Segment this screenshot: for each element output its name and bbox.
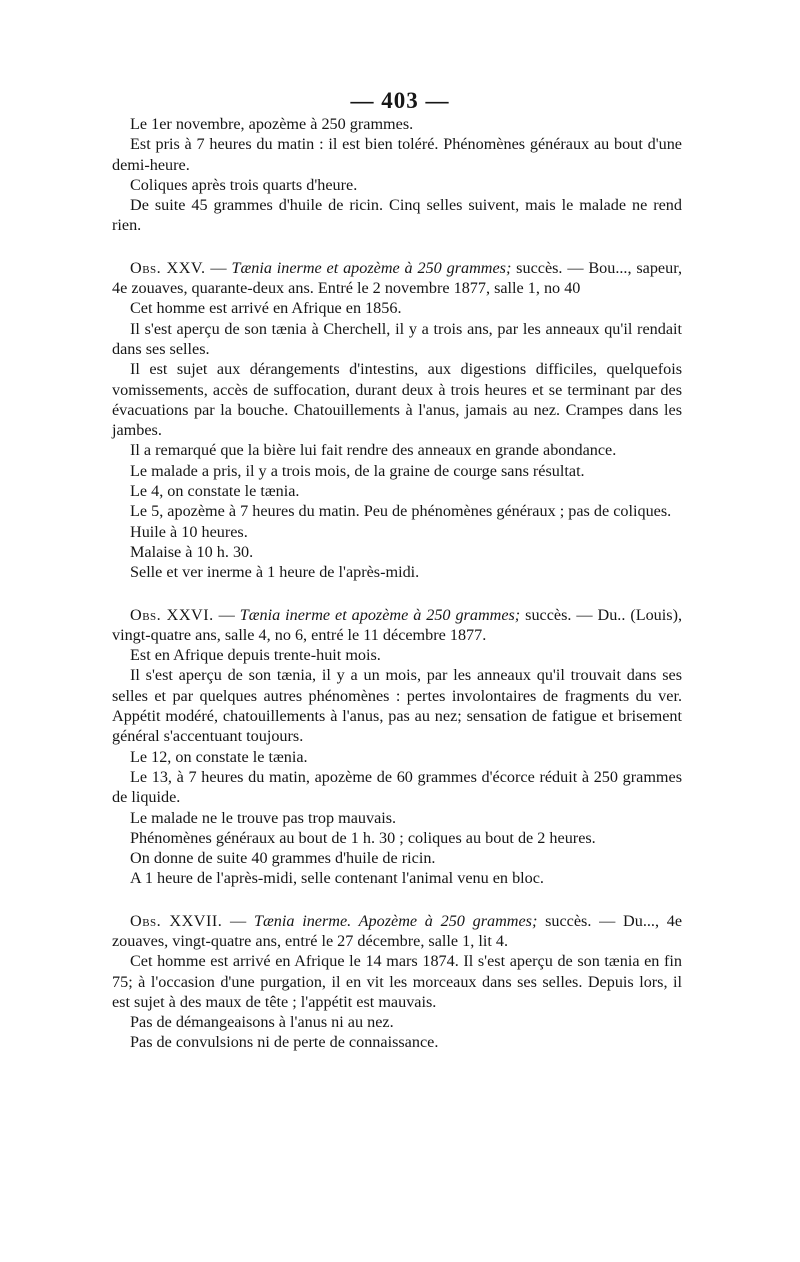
observation-title: Tænia inerme et apozème à 250 grammes; bbox=[231, 258, 512, 277]
page-number: — 403 — bbox=[350, 88, 450, 113]
observation-result: succès. — bbox=[520, 605, 598, 624]
observation-text: Bou..., sapeur, 4e zouaves, quarante-deux ans. Entré le 2 novembre 1877, salle 1, no 40 bbox=[112, 258, 682, 298]
paragraph: Le 5, apozème à 7 heures du matin. Peu de phénomènes généraux ; pas de coliques. bbox=[130, 502, 672, 521]
paragraph: Est pris à 7 heures du matin : il est bien toléré. Phénomènes généraux au bout d'une demi-heure. bbox=[112, 135, 682, 174]
paragraph: Le malade a pris, il y a trois mois, de la graine de courge sans résultat. bbox=[130, 461, 585, 480]
section-gap bbox=[112, 583, 682, 605]
observation-dash: — bbox=[205, 258, 232, 277]
paragraph: Il a remarqué que la bière lui fait rendre des anneaux en grande abondance. bbox=[130, 441, 617, 460]
observation-result: succès. — bbox=[511, 258, 589, 277]
section-gap bbox=[112, 236, 682, 258]
paragraph: Cet homme est arrivé en Afrique le 14 mars 1874. Il s'est aperçu de son tænia en fin 75; à l'occasion d'une purgation, il en vit les morceaux dans ses selles. Depuis lors, il est sujet à des maux de tête ; l'appétit est mauvais. bbox=[112, 952, 682, 1011]
paragraph: Le 1er novembre, apozème à 250 grammes. bbox=[130, 115, 414, 133]
section-gap bbox=[112, 889, 682, 911]
paragraph: Est en Afrique depuis trente-huit mois. bbox=[130, 646, 381, 665]
observation-label: Obs. XXVI. bbox=[130, 605, 214, 624]
observation-text: Du.. (Louis), vingt-quatre ans, salle 4, no 6, entré le 11 décembre 1877. bbox=[112, 605, 683, 644]
paragraph: De suite 45 grammes d'huile de ricin. Cinq selles suivent, mais le malade ne rend rien. bbox=[112, 196, 682, 235]
observation-label: Obs. XXVII. bbox=[130, 911, 223, 930]
paragraph: Pas de démangeaisons à l'anus ni au nez. bbox=[130, 1013, 394, 1032]
observation-heading bbox=[112, 911, 682, 952]
paragraph: Le 13, à 7 heures du matin, apozème de 60 grammes d'écorce réduit à 250 grammes de liquide. bbox=[112, 767, 682, 807]
observation-dash: — bbox=[222, 911, 254, 930]
observation-text: Du..., 4e zouaves, vingt-quatre ans, entré le 27 décembre, salle 1, lit 4. bbox=[112, 911, 683, 950]
paragraph: Pas de convulsions ni de perte de connaissance. bbox=[130, 1033, 439, 1052]
observation-title: Tænia inerme et apozème à 250 grammes; bbox=[239, 605, 521, 624]
paragraph: Il s'est aperçu de son tænia, il y a un mois, par les anneaux qu'il trouvait dans ses selles et par quelques autres phénomènes : pertes involontaires de fragments du ver. Appétit modéré, chatouillements à l'anus, pas au nez; sensation de fatigue et brisement général s'accentuant toujours. bbox=[112, 666, 682, 746]
observation-result: succès. — bbox=[537, 911, 624, 930]
paragraph: Le 12, on constate le tænia. bbox=[130, 747, 308, 766]
observation-title: Tænia inerme. Apozème à 250 grammes; bbox=[253, 911, 538, 930]
paragraph: Malaise à 10 h. 30. bbox=[130, 542, 254, 561]
paragraph: On donne de suite 40 grammes d'huile de ricin. bbox=[130, 849, 436, 868]
paragraph: Phénomènes généraux au bout de 1 h. 30 ; coliques au bout de 2 heures. bbox=[130, 828, 596, 847]
paragraph: Il s'est aperçu de son tænia à Cherchell, il y a trois ans, par les anneaux qu'il rendait dans ses selles. bbox=[112, 319, 682, 358]
paragraph: Huile à 10 heures. bbox=[130, 522, 248, 541]
observation-heading bbox=[112, 605, 682, 646]
text-body bbox=[112, 114, 682, 1053]
paragraph: Cet homme est arrivé en Afrique en 1856. bbox=[130, 299, 402, 318]
observation-label: Obs. XXV. bbox=[130, 258, 206, 277]
observation-heading bbox=[112, 258, 682, 299]
observation-dash: — bbox=[213, 605, 240, 624]
paragraph: Le malade ne le trouve pas trop mauvais. bbox=[130, 808, 397, 827]
paragraph: A 1 heure de l'après-midi, selle contenant l'animal venu en bloc. bbox=[130, 869, 544, 888]
paragraph: Il est sujet aux dérangements d'intestins, aux digestions difficiles, quelquefois vomissements, accès de suffocation, durant deux à trois heures et se terminant par des évacuations par la bouche. Chatouillements à l'anus, jamais au nez. Crampes dans les jambes. bbox=[112, 360, 682, 440]
paragraph: Selle et ver inerme à 1 heure de l'après-midi. bbox=[130, 563, 420, 582]
paragraph: Le 4, on constate le tænia. bbox=[130, 482, 300, 501]
paragraph: Coliques après trois quarts d'heure. bbox=[130, 175, 358, 194]
